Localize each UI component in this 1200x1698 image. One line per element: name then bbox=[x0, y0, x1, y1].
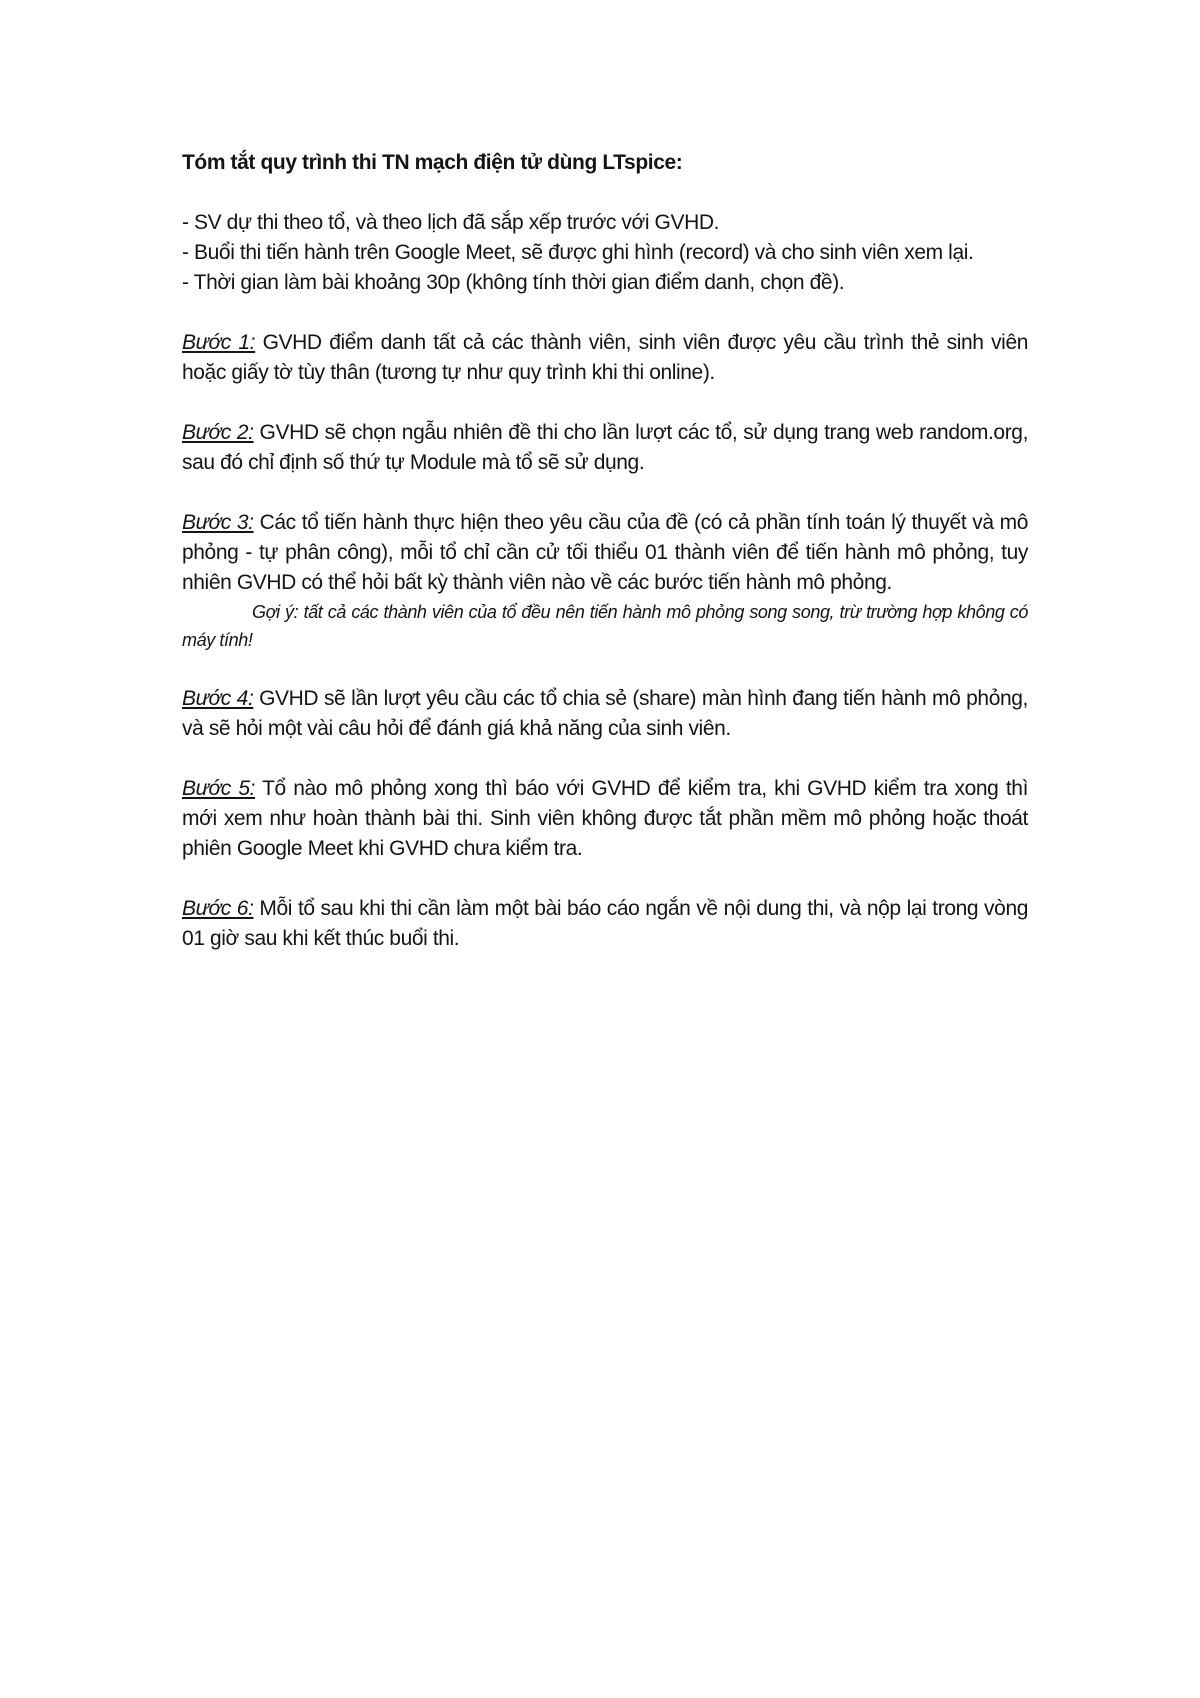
step-label: Bước 2: bbox=[182, 421, 254, 444]
step-label: Bước 1: bbox=[182, 331, 256, 354]
document-title: Tóm tắt quy trình thi TN mạch điện tử dùng LTspice: bbox=[182, 151, 683, 174]
step-2 bbox=[182, 418, 1028, 478]
step-paragraph bbox=[182, 328, 1028, 388]
step-paragraph bbox=[182, 774, 1028, 864]
bullet-item: - Buổi thi tiến hành trên Google Meet, sẽ được ghi hình (record) và cho sinh viên xem lại. bbox=[182, 241, 974, 264]
step-text: Tổ nào mô phỏng xong thì báo với GVHD để kiểm tra, khi GVHD kiểm tra xong thì mới xem như hoàn thành bài thi. Sinh viên không được tắt phần mềm mô phỏng hoặc thoát phiên Google Meet khi GVHD chưa kiểm tra. bbox=[182, 777, 1029, 860]
step-4 bbox=[182, 684, 1028, 744]
document-body bbox=[182, 148, 1028, 984]
step-label: Bước 6: bbox=[182, 897, 254, 920]
step-hint: Gợi ý: tất cả các thành viên của tổ đều nên tiến hành mô phỏng song song, trừ trường hợp không có máy tính! bbox=[182, 602, 1028, 650]
step-text: GVHD sẽ chọn ngẫu nhiên đề thi cho lần lượt các tổ, sử dụng trang web random.org, sau đó chỉ định số thứ tự Module mà tổ sẽ sử dụng. bbox=[182, 421, 1029, 474]
bullet-list bbox=[182, 208, 1028, 298]
step-5 bbox=[182, 774, 1028, 864]
step-1 bbox=[182, 328, 1028, 388]
step-paragraph bbox=[182, 508, 1028, 598]
step-text: Mỗi tổ sau khi thi cần làm một bài báo cáo ngắn về nội dung thi, và nộp lại trong vòng 01 giờ sau khi kết thúc buổi thi. bbox=[182, 897, 1028, 950]
bullet-item: - Thời gian làm bài khoảng 30p (không tính thời gian điểm danh, chọn đề). bbox=[182, 271, 845, 294]
step-text: Các tổ tiến hành thực hiện theo yêu cầu của đề (có cả phần tính toán lý thuyết và mô phỏng - tự phân công), mỗi tổ chỉ cần cử tối thiểu 01 thành viên để tiến hành mô phỏng, tuy nhiên GVHD có thể hỏi bất kỳ thành viên nào về các bước tiến hành mô phỏng. bbox=[182, 511, 1028, 594]
step-6 bbox=[182, 894, 1028, 954]
step-3 bbox=[182, 508, 1028, 654]
step-label: Bước 4: bbox=[182, 687, 254, 710]
step-text: GVHD điểm danh tất cả các thành viên, sinh viên được yêu cầu trình thẻ sinh viên hoặc giấy tờ tùy thân (tương tự như quy trình khi thi online). bbox=[182, 331, 1029, 384]
step-label: Bước 5: bbox=[182, 777, 256, 800]
step-paragraph bbox=[182, 684, 1028, 744]
bullet-item: - SV dự thi theo tổ, và theo lịch đã sắp xếp trước với GVHD. bbox=[182, 211, 720, 234]
step-text: GVHD sẽ lần lượt yêu cầu các tổ chia sẻ (share) màn hình đang tiến hành mô phỏng, và sẽ hỏi một vài câu hỏi để đánh giá khả năng của sinh viên. bbox=[182, 687, 1028, 740]
step-label: Bước 3: bbox=[182, 511, 254, 534]
step-paragraph bbox=[182, 418, 1028, 478]
step-paragraph bbox=[182, 894, 1028, 954]
